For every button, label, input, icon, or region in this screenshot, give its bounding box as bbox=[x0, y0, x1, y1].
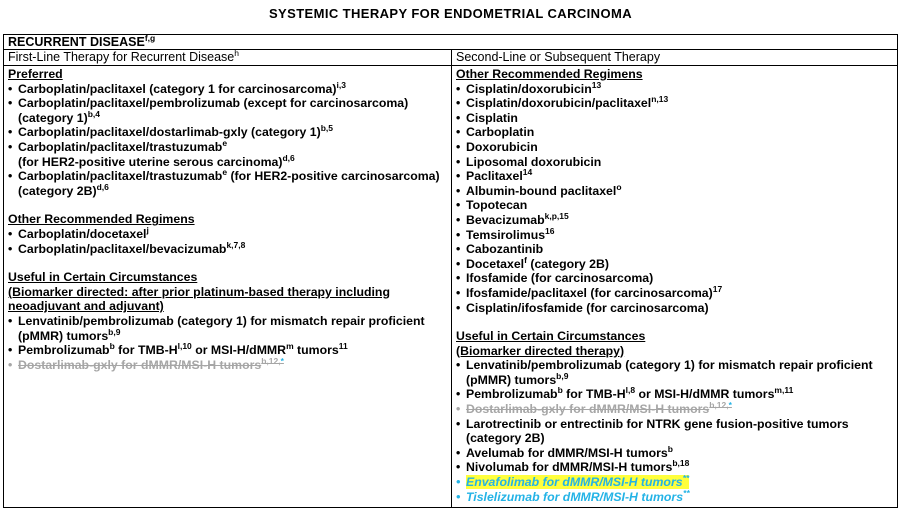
section-subheading-biomarker: (Biomarker directed: after prior platinum-based therapy including neoadjuvant and adjuvant) bbox=[8, 284, 390, 314]
other-regimens-list bbox=[456, 79, 893, 316]
list-item-new: • Tislelizumab for dMMR/MSI-H tumors** bbox=[456, 490, 893, 505]
list-item: • Carboplatin bbox=[456, 125, 893, 140]
useful-list bbox=[8, 314, 447, 372]
list-item: • Lenvatinib/pembrolizumab (category 1) for mismatch repair proficient (pMMR) tumors$^{b,9}$ bbox=[456, 358, 893, 387]
column-header-row bbox=[4, 50, 898, 66]
list-item: • Carboplatin/paclitaxel/dostarlimab-gxly (category 1)$^{b,5}$ bbox=[8, 125, 447, 140]
section-heading-useful: Useful in Certain Circumstances bbox=[456, 329, 646, 344]
list-item: • Topotecan bbox=[456, 198, 893, 213]
list-item: • Doxorubicin bbox=[456, 140, 893, 155]
list-item: • Albumin-bound paclitaxel$^o$ bbox=[456, 184, 893, 199]
list-item: • Larotrectinib or entrectinib for NTRK gene fusion-positive tumors (category 2B) bbox=[456, 417, 893, 446]
list-item: • Cisplatin/doxorubicin$^{13}$ bbox=[456, 82, 893, 97]
preferred-list bbox=[8, 79, 447, 199]
list-item-new-highlighted: • Envafolimab for dMMR/MSI-H tumors** bbox=[456, 475, 893, 490]
section-heading-other-regimens: Other Recommended Regimens bbox=[8, 212, 195, 227]
list-item: • Carboplatin/paclitaxel/pembrolizumab (except for carcinosarcoma) (category 1)$^{b,4}$ bbox=[8, 96, 447, 125]
list-item: • Ifosfamide/paclitaxel (for carcinosarcoma)$^{17}$ bbox=[456, 286, 893, 301]
list-item: • Cisplatin/doxorubicin/paclitaxel$^{n,13}$ bbox=[456, 96, 893, 111]
list-item: • Temsirolimus$^{16}$ bbox=[456, 228, 893, 243]
table-header-row bbox=[4, 35, 898, 50]
list-item: • Carboplatin/paclitaxel/trastuzumab$^e$ (for HER2-positive uterine serous carcinoma)$^{d,6}$ bbox=[8, 140, 447, 169]
list-item: • Docetaxel$^f$ (category 2B) bbox=[456, 257, 893, 272]
list-item: • Liposomal doxorubicin bbox=[456, 155, 893, 170]
section-heading-useful: Useful in Certain Circumstances bbox=[8, 270, 198, 285]
useful-list bbox=[456, 358, 893, 504]
list-item: • Carboplatin/paclitaxel/bevacizumab$^{k,7,8}$ bbox=[8, 242, 447, 257]
list-item: • Carboplatin/docetaxel$^j$ bbox=[8, 227, 447, 242]
section-heading-other-regimens: Other Recommended Regimens bbox=[456, 67, 643, 81]
section-subheading-biomarker: (Biomarker directed therapy) bbox=[456, 343, 625, 358]
recurrent-disease-header: RECURRENT DISEASE$^{f,g}$ bbox=[4, 35, 898, 50]
list-item: • Nivolumab for dMMR/MSI-H tumors$^{b,18}$ bbox=[456, 460, 893, 475]
list-item: • Ifosfamide (for carcinosarcoma) bbox=[456, 271, 893, 286]
list-item: • Pembrolizumab$^b$ for TMB-$H^{l,10}$ or MSI-H/dMMR$^m$ tumors$^{11}$ bbox=[8, 343, 447, 358]
other-regimens-list bbox=[8, 224, 447, 256]
page-title: SYSTEMIC THERAPY FOR ENDOMETRIAL CARCINOMA bbox=[268, 6, 632, 21]
list-item: • Carboplatin/paclitaxel (category 1 for carcinosarcoma)$^{i,3}$ bbox=[8, 82, 447, 97]
col-header-second-line: Second-Line or Subsequent Therapy bbox=[452, 50, 898, 66]
first-line-cell bbox=[4, 66, 452, 508]
therapy-table bbox=[3, 34, 898, 508]
list-item: • Lenvatinib/pembrolizumab (category 1) for mismatch repair proficient (pMMR) tumors$^{b,9}$ bbox=[8, 314, 447, 343]
list-item: • Cabozantinib bbox=[456, 242, 893, 257]
list-item-removed: • Dostarlimab-gxly for dMMR/MSI-H tumors$^{b,12,*}$ bbox=[8, 358, 447, 373]
section-heading-preferred: Preferred bbox=[8, 67, 63, 81]
col-header-first-line: First-Line Therapy for Recurrent Disease$^h$ bbox=[4, 50, 452, 66]
list-item-removed: • Dostarlimab-gxly for dMMR/MSI-H tumors$^{b,12,*}$ bbox=[456, 402, 893, 417]
table-body-row bbox=[4, 66, 898, 508]
list-item: • Carboplatin/paclitaxel/trastuzumab$^e$ (for HER2-positive carcinosarcoma) (category 2B)$^{d,6}$ bbox=[8, 169, 447, 198]
list-item: • Pembrolizumab$^b$ for TMB-$H^{l,8}$ or MSI-H/dMMR tumors$^{m,11}$ bbox=[456, 387, 893, 402]
list-item: • Cisplatin/ifosfamide (for carcinosarcoma) bbox=[456, 301, 893, 316]
list-item: • Paclitaxel$^{14}$ bbox=[456, 169, 893, 184]
second-line-cell bbox=[452, 66, 898, 508]
list-item: • Bevacizumab$^{k,p,15}$ bbox=[456, 213, 893, 228]
list-item: • Cisplatin bbox=[456, 111, 893, 126]
list-item: • Avelumab for dMMR/MSI-H tumors$^b$ bbox=[456, 446, 893, 461]
